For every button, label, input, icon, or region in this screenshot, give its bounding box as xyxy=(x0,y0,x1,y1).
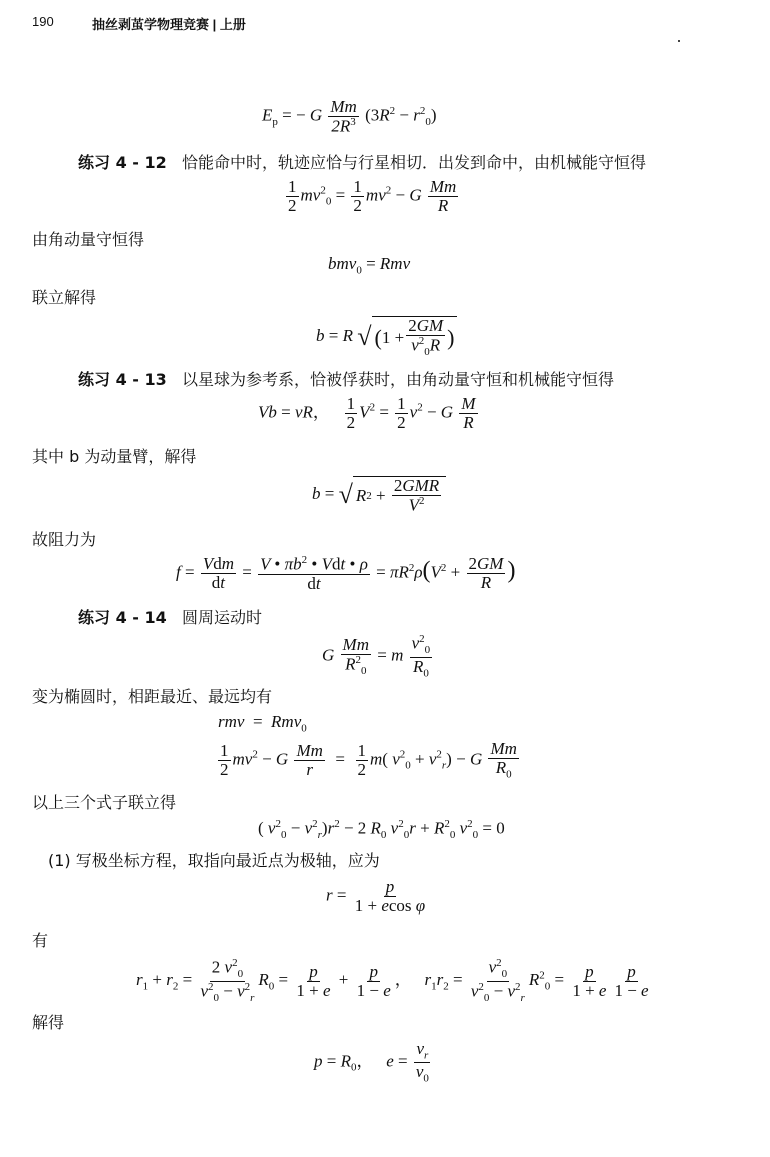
exercise-text: 圆周运动时 xyxy=(182,608,263,627)
equation-b-arm: b = √ R 2 + $\frac{\text{2GMR}}{V^2}$ xyxy=(312,476,446,514)
exercise-4-14-line xyxy=(78,605,262,628)
equation-polar: r = $\frac{p}{\text{1 + ecos φ}}$ xyxy=(326,877,426,915)
exercise-4-12-line xyxy=(78,150,646,173)
scan-speck xyxy=(678,40,680,42)
equation-potential-energy: $E_p$ = − G $\frac{Mm}{2R^3}$ $(3R^2 - r^2_0)$ xyxy=(262,97,437,136)
exercise-label: 练习 4 - 14 xyxy=(78,608,167,627)
paragraph-b-arm: 其中 b 为动量臂，解得 xyxy=(32,447,197,466)
page-number: 190 xyxy=(32,14,54,29)
paragraph-ellipse: 变为椭圆时，相距最近、最远均有 xyxy=(32,687,273,706)
paragraph-drag: 故阻力为 xyxy=(32,530,97,549)
exercise-4-13-line xyxy=(78,367,614,390)
equation-capture: Vb = vR， $\frac{1}{2}$ $V^2$ = $\frac{1}{2}$ $v^2 - G$ $\frac{M}{R}$ xyxy=(258,394,476,432)
exercise-text: 恰能命中时，轨迹应恰与行星相切．出发到命中，由机械能守恒得 xyxy=(182,153,647,172)
equation-result: $p = R_0$， e = $\frac{v_r}{v_0}$ xyxy=(314,1039,429,1085)
exercise-label: 练习 4 - 13 xyxy=(78,370,167,389)
paragraph-you: 有 xyxy=(32,931,49,950)
equation-drag-force: f = $\frac{\text{Vdm}}{dt}$ = $\frac{V • \pi b^2 • Vdt • \rho}{dt}$ = $\pi R^2\rho(V^2$ + $\frac{2GM}{R}$ ) xyxy=(176,554,516,593)
equation-combined: ( $v^2_0 - v^2_r)r^2 - 2$ $R_0$ $v^2_0r + R^2_0$ $v^2_0 = 0$ xyxy=(258,818,505,842)
paragraph-three: 以上三个式子联立得 xyxy=(32,793,177,812)
book-title: 抽丝剥茧学物理竞赛 | 上册 xyxy=(92,17,246,32)
equation-angmom: bmv$_0$ = Rmv xyxy=(328,254,411,277)
paragraph-part1: (1) 写极坐标方程，取指向最近点为极轴，应为 xyxy=(48,851,380,870)
equation-ellipse-angmom: rmv = Rmv$_0$ xyxy=(218,712,307,735)
equation-b: b = R √ ( 1 + $\frac{2GM}{v^2_0R}$ ) xyxy=(316,316,457,358)
equation-sum-product: $r_1 + r_2$ = $\frac{2 v^2_0}{v^2_0 - v^2_r}$ $R_0$ = $\frac{p}{1 + e}$ + $\frac{p}{1 - e}$ ， $r_1r_2$ = $\frac{v^2_0}{v^2_0 - v^2_r}$ $R^2_0$ = $\frac{p}{1 + e}$ $\frac{p}{1 - e}$ xyxy=(136,957,649,1004)
exercise-label: 练习 4 - 12 xyxy=(78,153,167,172)
exercise-text: 以星球为参考系，恰被俘获时，由角动量守恒和机械能守恒得 xyxy=(182,370,615,389)
equation-energy-conservation: $\frac{1}{2}$ $mv^2_0$ = $\frac{1}{2}$ $mv^2 - G$ $\frac{Mm}{R}$ xyxy=(288,177,457,215)
paragraph-solve2: 解得 xyxy=(32,1013,65,1032)
paragraph-angmom: 由角动量守恒得 xyxy=(32,230,145,249)
equation-circular: G $\frac{Mm}{R^2_0}$ = m $\frac{v^2_0}{R_0}$ xyxy=(322,633,431,679)
paragraph-solve1: 联立解得 xyxy=(32,288,97,307)
equation-ellipse-energy: $\frac{1}{2}$ $mv^2 - G$ $\frac{Mm}{r}$ = $\frac{1}{2}$ m( $v^2_0 + v^2_r) - G$ $\frac{Mm}{R_0}$ xyxy=(220,739,517,781)
page-header xyxy=(32,14,246,32)
